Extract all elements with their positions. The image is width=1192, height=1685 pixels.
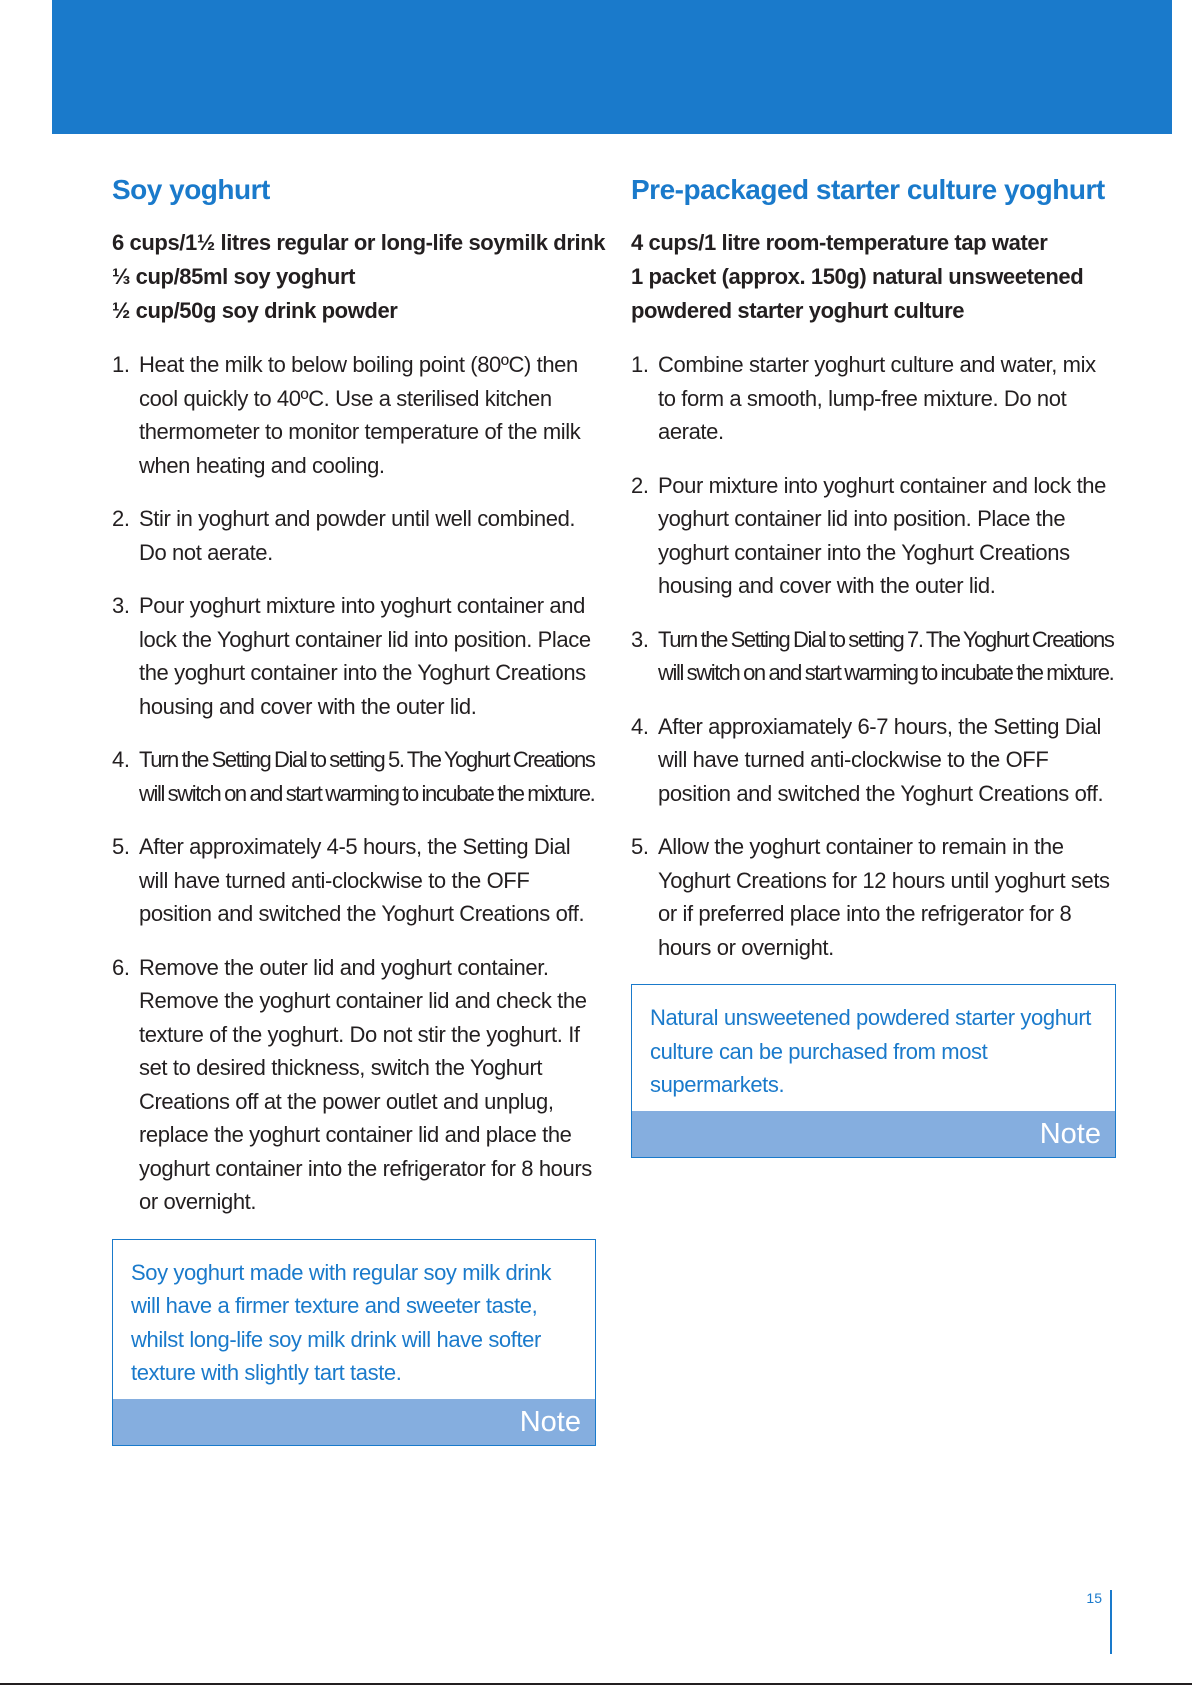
step-text: Stir in yoghurt and powder until well combined. Do not aerate. — [139, 506, 576, 565]
ingredients-list — [631, 226, 1116, 328]
step-text: Allow the yoghurt container to remain in the Yoghurt Creations for 12 hours until yoghurt sets or if preferred place into the refrigerator for 8 hours or overnight. — [658, 834, 1110, 960]
note-label: Note — [113, 1399, 595, 1445]
step-text: Remove the outer lid and yoghurt container. Remove the yoghurt container lid and check the texture of the yoghurt. Do not stir the yoghurt. If set to desired thickness, switch the Yoghurt Creations off at the power outlet and unplug, replace the yoghurt container lid and place the yoghurt container into the refrigerator for 8 hours or overnight. — [139, 954, 592, 1214]
step-item — [112, 951, 596, 1219]
ingredients-list — [112, 226, 606, 328]
step-number: 1. — [112, 352, 130, 377]
step-item — [631, 469, 1116, 603]
step-item — [631, 623, 1116, 690]
step-text: Pour mixture into yoghurt container and lock the yoghurt container lid into position. Place the yoghurt container into the Yoghurt Creations housing and cover with the outer lid. — [658, 472, 1106, 598]
ingredient-item: 1 packet (approx. 150g) natural unsweetened powdered starter yoghurt culture — [631, 264, 1084, 323]
step-number: 3. — [112, 593, 130, 618]
section-title: Pre-packaged starter culture yoghurt — [631, 174, 1105, 205]
step-number: 5. — [631, 834, 649, 859]
step-item — [631, 830, 1116, 964]
note-box — [631, 984, 1116, 1158]
step-text: Turn the Setting Dial to setting 5. The Yoghurt Creations will switch on and start warming to incubate the mixture. — [139, 747, 595, 806]
step-item — [112, 589, 596, 723]
note-label: Note — [632, 1111, 1115, 1157]
page-number-rule — [1110, 1590, 1112, 1654]
section-title: Soy yoghurt — [112, 174, 270, 205]
step-number: 2. — [112, 506, 130, 531]
step-item — [631, 348, 1116, 449]
step-text: Heat the milk to below boiling point (80ºC) then cool quickly to 40ºC. Use a sterilised kitchen thermometer to monitor temperature of the milk when heating and cooling. — [139, 352, 581, 478]
page-number: 15 — [1086, 1590, 1102, 1606]
ingredient-item: 4 cups/1 litre room-temperature tap water — [631, 230, 1048, 255]
step-text: After approximately 4-5 hours, the Setting Dial will have turned anti-clockwise to the OFF position and switched the Yoghurt Creations off. — [139, 834, 585, 926]
ingredient-item: 6 cups/1½ litres regular or long-life soymilk drink — [112, 230, 606, 255]
note-box — [112, 1239, 596, 1446]
step-item — [112, 830, 596, 931]
steps-list — [112, 348, 596, 1219]
starter-culture-section — [631, 172, 1116, 1158]
soy-yoghurt-section — [112, 172, 606, 1446]
step-item — [112, 743, 596, 810]
note-text: Soy yoghurt made with regular soy milk drink will have a firmer texture and sweeter taste, whilst long-life soy milk drink will have softer texture with slightly tart taste. — [131, 1259, 552, 1385]
step-text: Turn the Setting Dial to setting 7. The Yoghurt Creations will switch on and start warming to incubate the mixture. — [658, 626, 1114, 685]
ingredient-item: ½ cup/50g soy drink powder — [112, 298, 398, 323]
step-number: 5. — [112, 834, 130, 859]
step-item — [112, 348, 596, 482]
ingredient-item: ⅓ cup/85ml soy yoghurt — [112, 264, 356, 289]
step-number: 4. — [631, 713, 649, 739]
step-number: 3. — [631, 626, 649, 652]
step-number: 1. — [631, 352, 649, 377]
step-number: 4. — [112, 747, 130, 772]
step-text: After approxiamately 6-7 hours, the Setting Dial will have turned anti-clockwise to the OFF position and switched the Yoghurt Creations off. — [658, 713, 1104, 806]
step-text: Combine starter yoghurt culture and water, mix to form a smooth, lump-free mixture. Do not aerate. — [658, 352, 1096, 444]
header-band — [52, 0, 1172, 134]
step-number: 6. — [112, 954, 130, 980]
step-item — [631, 710, 1116, 811]
step-item — [112, 502, 596, 569]
note-text: Natural unsweetened powdered starter yoghurt culture can be purchased from most supermarkets. — [650, 1005, 1092, 1097]
step-text: Pour yoghurt mixture into yoghurt container and lock the Yoghurt container lid into position. Place the yoghurt container into the Yoghurt Creations housing and cover with the outer lid. — [139, 593, 591, 719]
steps-list — [631, 348, 1116, 964]
step-number: 2. — [631, 472, 649, 498]
